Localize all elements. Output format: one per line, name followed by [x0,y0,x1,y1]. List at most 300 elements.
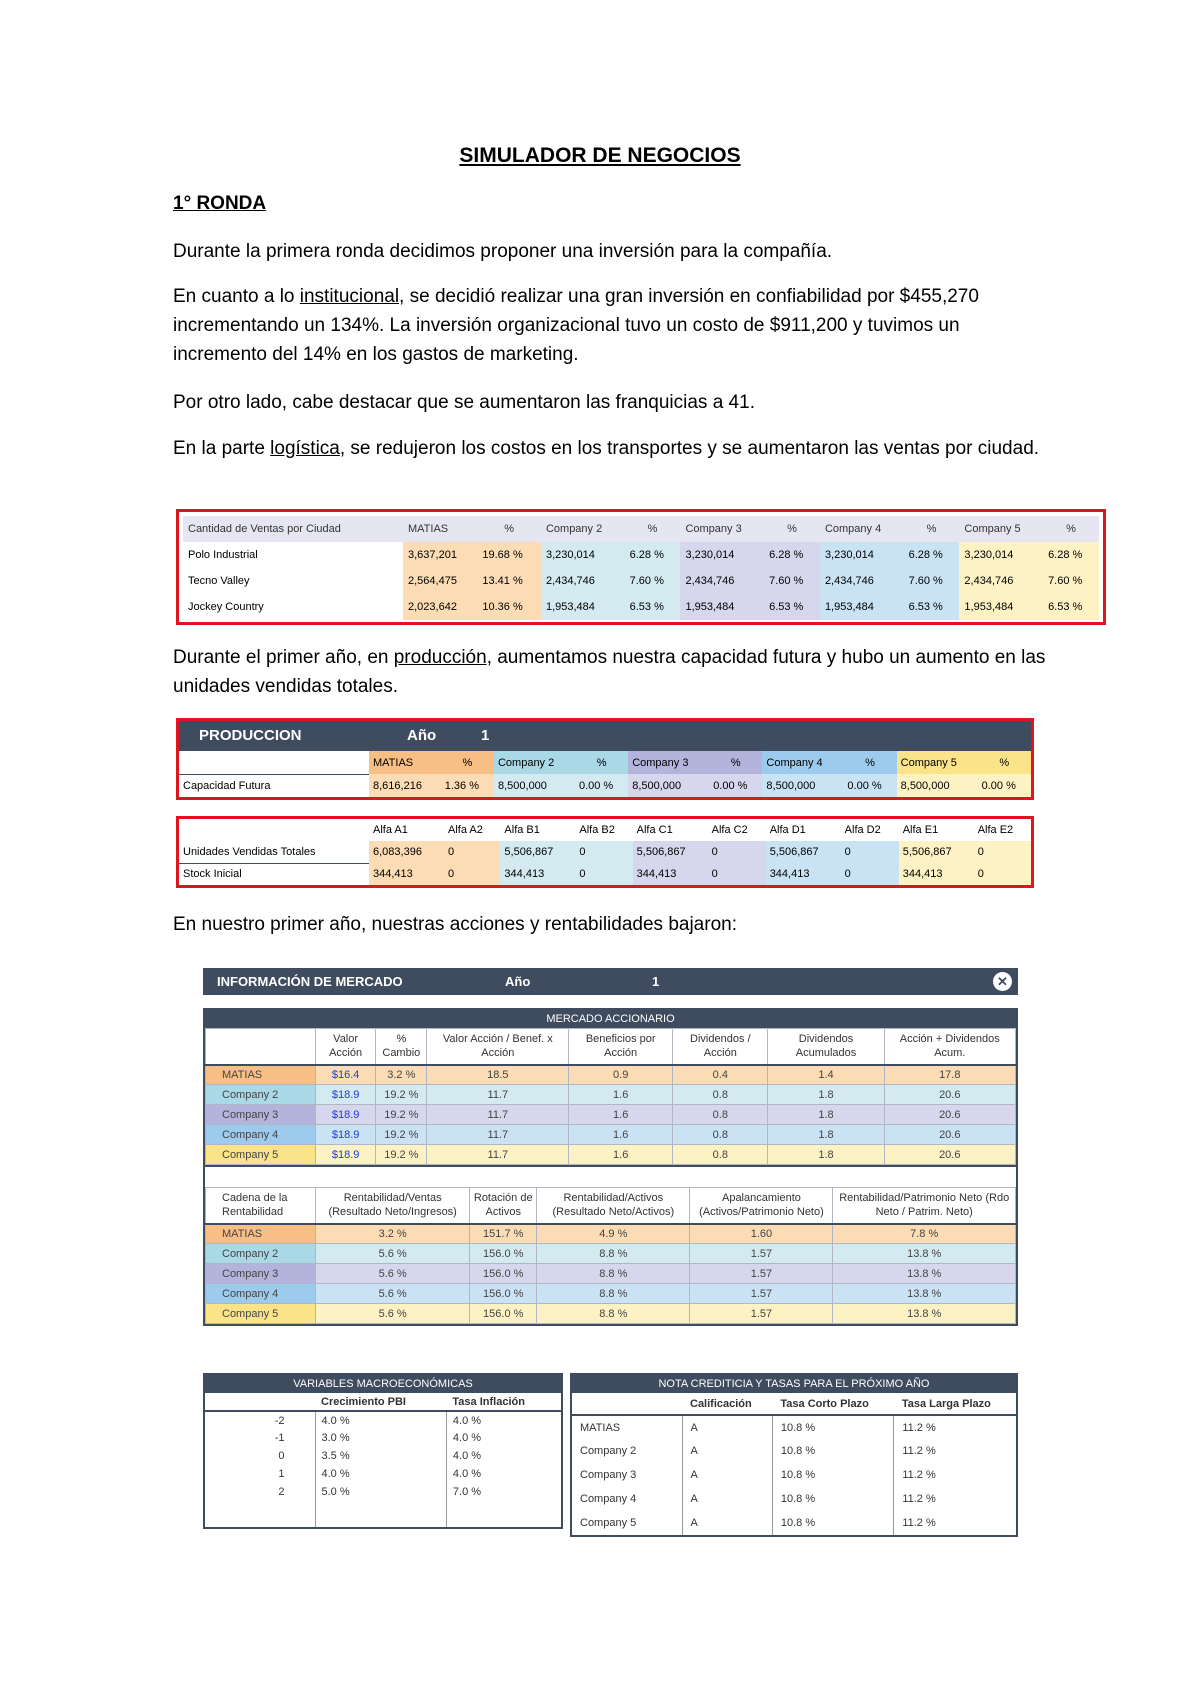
row-label: Company 3 [206,1264,316,1284]
cell: 19.2 % [376,1085,427,1105]
empty-cell [179,819,369,841]
unidades-table-box [176,816,1034,888]
cell: 1,953,484 [820,594,904,620]
cell: 4.0 % [446,1447,561,1465]
cell: 0 [575,863,632,885]
text-fragment: En cuanto a lo [173,286,300,307]
cell: 1.4 [768,1065,884,1085]
text-fragment: , se decidió realizar una gran inversión en confiabilidad por $455,270 incrementando un 134%. La inversión organizacional tuvo un costo de $911,200 y tuvimos un incremento del 14% en los gastos de marketing. [173,286,979,365]
cell: 17.8 [884,1065,1015,1085]
cell: 7.60 % [904,568,960,594]
cell: 10.8 % [772,1415,893,1439]
cell: 5.6 % [316,1244,470,1264]
cell: 3,230,014 [541,542,625,568]
cell: 6.53 % [1043,594,1099,620]
cell: 7.8 % [833,1224,1016,1244]
cell: 0 [708,841,766,863]
macro-title: VARIABLES MACROECONÓMICAS [205,1375,561,1393]
cell: 3.0 % [315,1429,446,1447]
produccion-title: PRODUCCION [199,727,302,744]
header-cell: % [625,516,681,542]
cell: 1.8 [768,1125,884,1145]
cell: 1.57 [690,1304,833,1324]
cell: 20.6 [884,1085,1015,1105]
header-cell: Alfa B1 [504,824,540,836]
cell: 20.6 [884,1145,1015,1165]
cell: 1.8 [768,1105,884,1125]
cell: 6,083,396 [369,841,444,863]
header-cell: % [709,751,762,774]
table-row [206,1224,1016,1244]
produccion-link: producción [393,647,487,668]
cell: $18.9 [316,1085,376,1105]
cell: 7.0 % [446,1483,561,1501]
table-row [183,542,1099,568]
produccion-table-box [176,718,1034,800]
mercado-accionario-title: MERCADO ACCIONARIO [205,1010,1016,1028]
cell: 0 [974,841,1031,863]
header-cell [572,1393,682,1415]
cell: 1.36 % [441,774,494,797]
cell: 8,500,000 [628,774,709,797]
table-row [205,1483,561,1501]
table-row [179,774,1031,797]
row-label: Unidades Vendidas Totales [179,841,369,863]
empty-cell [205,1501,315,1527]
table-row [572,1487,1016,1511]
cell: A [682,1439,772,1463]
table-row [572,1463,1016,1487]
cell: 5.6 % [316,1304,470,1324]
cell: 2,023,642 [403,594,477,620]
header-cell: Tasa Larga Plazo [894,1393,1016,1415]
produccion-table [179,751,1031,797]
header-cell: Beneficios por Acción [569,1029,673,1065]
table-row [205,1411,561,1429]
cell: 7.60 % [764,568,820,594]
cell: 18.5 [427,1065,569,1085]
cell: 344,413 [500,863,575,885]
table-row [206,1145,1016,1165]
accionario-header-row [206,1029,1016,1065]
market-header-bar [203,968,1018,995]
header-cell: % [764,516,820,542]
row-label: Stock Inicial [183,868,242,881]
table-row [206,1244,1016,1264]
cell: 5,506,867 [500,841,575,863]
year-cell: -2 [274,1414,285,1427]
cell: 156.0 % [470,1244,537,1264]
paragraph-franquicias: Por otro lado, cabe destacar que se aumentaron las franquicias a 41. [173,392,755,413]
ventas-header-row [183,516,1099,542]
cell: 0 [575,841,632,863]
cell: 11.7 [427,1105,569,1125]
cell: 1.57 [690,1284,833,1304]
cell: 5.6 % [316,1264,470,1284]
round-heading: 1° RONDA [173,193,267,214]
table-row [206,1304,1016,1324]
header-cell: MATIAS [403,516,477,542]
cell: 4.0 % [446,1411,561,1429]
row-label: MATIAS [206,1224,316,1244]
cell: 0.8 [673,1105,768,1125]
spacer [205,1165,1016,1187]
cell: 8.8 % [537,1284,690,1304]
table-row [205,1447,561,1465]
year-cell: -1 [274,1432,285,1444]
cell: 0 [974,863,1031,885]
cell: 5.6 % [316,1284,470,1304]
table-row [206,1284,1016,1304]
cell: 1.57 [690,1244,833,1264]
cell: 3.2 % [316,1224,470,1244]
nota-table [572,1393,1016,1535]
cell: 13.8 % [833,1284,1016,1304]
header-cell: Acción + Dividendos Acum. [884,1029,1015,1065]
cell: 11.2 % [894,1511,1016,1535]
cell: 344,413 [899,863,974,885]
year-value: 1 [481,727,490,744]
table-row [183,594,1099,620]
header-cell: Alfa D1 [769,824,806,836]
header-cell: Dividendos Acumulados [768,1029,884,1065]
header-cell: Apalancamiento (Activos/Patrimonio Neto) [690,1188,833,1224]
produccion-title-bar [179,721,1031,751]
cell: 13.8 % [833,1264,1016,1284]
cell: 8,616,216 [369,774,441,797]
close-icon[interactable]: ✕ [993,972,1012,991]
cell: 1.60 [690,1224,833,1244]
nota-header-row [572,1393,1016,1415]
paragraph-logistica [173,434,1053,463]
cell: 13.8 % [833,1244,1016,1264]
header-cell: % [904,516,960,542]
cell: $16.4 [316,1065,376,1085]
table-row [206,1085,1016,1105]
cell: 6.28 % [625,542,681,568]
header-cell: Company 4 [762,751,843,774]
ventas-table-box [176,509,1106,625]
cell: 2,564,475 [403,568,477,594]
macro-header-row [205,1393,561,1411]
cell: 20.6 [884,1105,1015,1125]
cadena-header-row [206,1188,1016,1224]
table-row [572,1511,1016,1535]
cell: 0.00 % [709,774,762,797]
header-cell: Dividendos / Acción [673,1029,768,1065]
cell: 11.7 [427,1125,569,1145]
cell: 10.8 % [772,1487,893,1511]
cell: 1.57 [690,1264,833,1284]
cell: 0.4 [673,1065,768,1085]
row-label: Capacidad Futura [183,779,271,792]
header-cell: Alfa E1 [902,824,939,836]
row-label: Jockey Country [188,601,264,613]
header-cell: Company 2 [494,751,575,774]
row-label: Company 2 [206,1244,316,1264]
header-cell: % [441,751,494,774]
table-row [179,841,1031,863]
cell: $18.9 [316,1105,376,1125]
cell: 6.28 % [764,542,820,568]
cell: 0.00 % [978,774,1031,797]
cell: 0 [444,863,500,885]
table-row [205,1465,561,1483]
cell: 5,506,867 [633,841,708,863]
ventas-table [183,516,1099,620]
row-label: Company 3 [206,1105,316,1125]
market-title: INFORMACIÓN DE MERCADO [217,974,403,989]
table-row [206,1264,1016,1284]
cell: 156.0 % [470,1284,537,1304]
paragraph-produccion [173,643,1053,701]
cell: 10.8 % [772,1439,893,1463]
row-label: Company 5 [580,1517,637,1529]
header-cell [205,1393,315,1411]
cell: 8,500,000 [762,774,843,797]
table-row [179,863,1031,885]
unidades-header-row [179,819,1031,841]
header-cell: Alfa B2 [579,824,615,836]
table-row [205,1501,561,1527]
empty-cell [206,1029,316,1065]
table-row [205,1429,561,1447]
cell: 2,434,746 [541,568,625,594]
cell: 5,506,867 [766,841,841,863]
cell: 2,434,746 [820,568,904,594]
header-cell: Rentabilidad/Patrimonio Neto (Rdo Neto / Patrim. Neto) [833,1188,1016,1224]
nota-title: NOTA CREDITICIA Y TASAS PARA EL PRÓXIMO AÑO [572,1375,1016,1393]
header-cell: % [575,751,628,774]
market-info-panel [203,968,1018,1320]
produccion-header-row [179,751,1031,774]
macro-table [205,1393,561,1527]
cell: 8,500,000 [897,774,978,797]
cell: 156.0 % [470,1264,537,1284]
row-label: Company 5 [206,1145,316,1165]
cell: 1.6 [569,1125,673,1145]
cell: 3,637,201 [403,542,477,568]
row-label: Company 2 [206,1085,316,1105]
row-label: Company 2 [580,1445,637,1457]
header-cell: Rentabilidad/Ventas (Resultado Neto/Ingresos) [316,1188,470,1224]
cell: 3,230,014 [959,542,1043,568]
cell: 2,434,746 [680,568,764,594]
cell: 20.6 [884,1125,1015,1145]
cell: 19.2 % [376,1105,427,1125]
cell: 7.60 % [1043,568,1099,594]
cell: 0.00 % [843,774,896,797]
row-label: Polo Industrial [188,549,258,561]
cell: 8.8 % [537,1264,690,1284]
cell: 6.53 % [904,594,960,620]
cell: 2,434,746 [959,568,1043,594]
table-row [206,1125,1016,1145]
cell: 11.7 [427,1145,569,1165]
paragraph-institucional [173,282,1053,369]
cell: 3,230,014 [680,542,764,568]
header-cell: MATIAS [369,751,441,774]
cell: 4.0 % [315,1411,446,1429]
cell: 0.8 [673,1145,768,1165]
cell: A [682,1511,772,1535]
cell: 3.2 % [376,1065,427,1085]
header-cell: Crecimiento PBI [315,1393,446,1411]
header-cell: Tasa Corto Plazo [772,1393,893,1415]
header-cell: % [1043,516,1099,542]
cell: 0.8 [673,1125,768,1145]
cell: 7.60 % [625,568,681,594]
text-fragment: En la parte [173,438,271,459]
cell: 11.2 % [894,1463,1016,1487]
cell: 0 [708,863,766,885]
cell: 6.53 % [625,594,681,620]
cell: 10.36 % [477,594,541,620]
header-cell: Company 5 [897,751,978,774]
cell: 1.8 [768,1085,884,1105]
text-fragment: Durante el primer año, en [173,647,394,668]
cell: 156.0 % [470,1304,537,1324]
table-row [572,1415,1016,1439]
cell: A [682,1415,772,1439]
paragraph-mercado: En nuestro primer año, nuestras acciones y rentabilidades bajaron: [173,914,737,935]
header-cell: % [978,751,1031,774]
header-cell: Tasa Inflación [446,1393,561,1411]
cell: 4.9 % [537,1224,690,1244]
header-cell: Company 3 [628,751,709,774]
header-cell: % [843,751,896,774]
cell: 4.0 % [446,1429,561,1447]
cell: 13.8 % [833,1304,1016,1324]
text-fragment: , aumentamos nuestra capacidad futura y hubo un aumento en las unidades vendidas totales. [173,647,1046,697]
row-label: MATIAS [206,1065,316,1085]
paragraph-intro: Durante la primera ronda decidimos proponer una inversión para la compañía. [173,241,833,262]
header-cell: % [477,516,541,542]
cell: 8,500,000 [494,774,575,797]
cell: 6.28 % [1043,542,1099,568]
year-value: 1 [652,974,660,989]
row-label: Company 4 [206,1125,316,1145]
cell: 10.8 % [772,1463,893,1487]
cell: 10.8 % [772,1511,893,1535]
cell: 8.8 % [537,1244,690,1264]
cell: 5,506,867 [899,841,974,863]
cell: 1,953,484 [680,594,764,620]
header-cell: % Cambio [376,1029,427,1065]
cell: 11.2 % [894,1439,1016,1463]
row-label: Company 4 [206,1284,316,1304]
cell: 0.00 % [575,774,628,797]
year-label: Año [505,974,531,989]
year-cell: 1 [278,1468,285,1480]
cell: 0.8 [673,1085,768,1105]
institucional-link: institucional [299,286,400,307]
cell: 1.6 [569,1085,673,1105]
cell: 344,413 [766,863,841,885]
cell: 344,413 [633,863,708,885]
header-cell: Cantidad de Ventas por Ciudad [183,516,403,542]
cell: $18.9 [316,1145,376,1165]
header-cell: Valor Acción / Benef. x Acción [427,1029,569,1065]
cell: 19.2 % [376,1145,427,1165]
header-cell: Rotación de Activos [470,1188,537,1224]
cell: 11.2 % [894,1487,1016,1511]
page-title: SIMULADOR DE NEGOCIOS [459,144,741,167]
cell: 1.6 [569,1145,673,1165]
header-cell: Company 3 [680,516,764,542]
table-row [572,1439,1016,1463]
cell: 151.7 % [470,1224,537,1244]
cell: 0 [444,841,500,863]
year-label: Año [407,727,437,744]
table-row [206,1065,1016,1085]
cell: 5.0 % [315,1483,446,1501]
cadena-rentabilidad-table [205,1187,1016,1324]
cell: 4.0 % [446,1465,561,1483]
unidades-table [179,819,1031,885]
cell: 3.5 % [315,1447,446,1465]
cell: $18.9 [316,1125,376,1145]
header-cell: Alfa A2 [447,824,483,836]
cell: 4.0 % [315,1465,446,1483]
row-label: Company 5 [206,1304,316,1324]
table-row [206,1105,1016,1125]
cell: 11.7 [427,1085,569,1105]
header-cell: Cadena de la Rentabilidad [206,1188,316,1224]
cell: 19.68 % [477,542,541,568]
header-cell: Valor Acción [316,1029,376,1065]
cell: 3,230,014 [820,542,904,568]
mercado-accionario-table [205,1028,1016,1165]
cell: 11.2 % [894,1415,1016,1439]
header-cell: Alfa C1 [636,824,673,836]
header-cell: Company 4 [820,516,904,542]
cell: 6.53 % [764,594,820,620]
cell: 6.28 % [904,542,960,568]
cell: 8.8 % [537,1304,690,1324]
row-label: Company 4 [580,1493,637,1505]
row-label: Tecno Valley [188,575,250,587]
row-label: MATIAS [580,1421,621,1434]
cell: A [682,1487,772,1511]
header-cell: Calificación [682,1393,772,1415]
cell: 1,953,484 [959,594,1043,620]
cell: 0.9 [569,1065,673,1085]
text-fragment: , se redujeron los costos en los transportes y se aumentaron las ventas por ciudad. [339,438,1040,459]
cell: A [682,1463,772,1487]
macro-variables-box [203,1373,563,1529]
cell: 1.8 [768,1145,884,1165]
cell: 1.6 [569,1105,673,1125]
cell: 19.2 % [376,1125,427,1145]
empty-cell [315,1501,446,1527]
nota-crediticia-box [570,1373,1018,1537]
year-cell: 0 [278,1450,285,1462]
header-cell: Alfa A1 [373,824,408,836]
year-cell: 2 [278,1486,285,1498]
mercado-accionario-box [203,1008,1018,1326]
cell: 1,953,484 [541,594,625,620]
header-cell: Alfa D2 [844,824,881,836]
logistica-link: logística [270,438,340,459]
row-label: Company 3 [580,1469,637,1481]
header-cell: Company 2 [541,516,625,542]
empty-cell [179,751,369,774]
table-row [183,568,1099,594]
header-cell: Alfa E2 [977,824,1014,836]
header-cell: Rentabilidad/Activos (Resultado Neto/Activos) [537,1188,690,1224]
cell: 13.41 % [477,568,541,594]
